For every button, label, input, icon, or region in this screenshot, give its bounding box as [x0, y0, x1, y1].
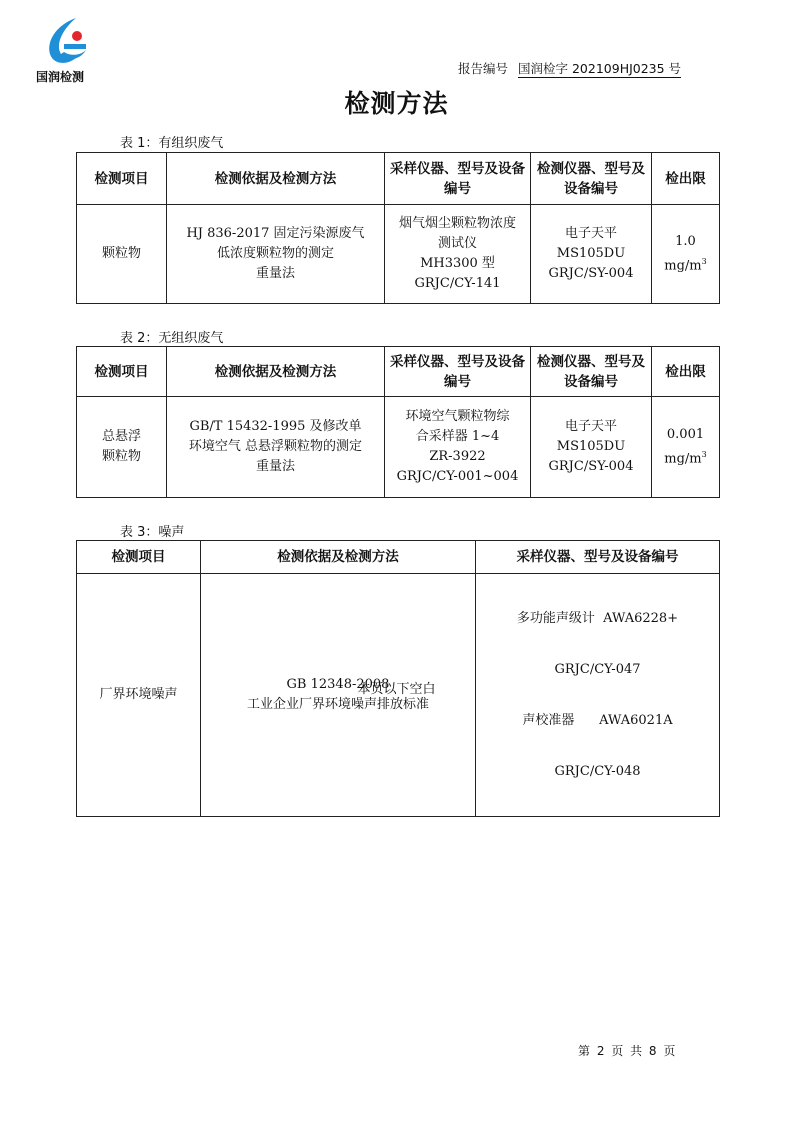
logo-icon [36, 16, 100, 68]
instrument-line: 电子天平 [564, 419, 617, 434]
method-line: 重量法 [255, 266, 295, 281]
sampling-line: MH3300 型 [420, 256, 495, 271]
instrument-line: MS105DU [556, 246, 626, 261]
header-cell: 检测依据及检测方法 [167, 347, 385, 397]
header-cell: 采样仪器、型号及设备编号 [385, 153, 531, 205]
sampling-line: 多功能声级计 AWA6228+ [516, 611, 679, 626]
method-line: 环境空气 总悬浮颗粒物的测定 [188, 439, 363, 454]
method-line: GB/T 15432-1995 及修改单 [189, 419, 362, 434]
header-cell: 采样仪器、型号及设备编号 [385, 347, 531, 397]
cell-item: 厂界环境噪声 [77, 574, 201, 817]
sampling-line: GRJC/CY-001~004 [396, 469, 519, 484]
table-fugitive-exhaust [76, 346, 720, 498]
report-number-value: 国润检字 202109HJ0235 号 [518, 61, 682, 76]
instrument-line: 电子天平 [564, 226, 617, 241]
sampling-line: GRJC/CY-141 [414, 276, 501, 291]
method-line: HJ 836-2017 固定污染源废气 [186, 226, 365, 241]
table-row [77, 397, 720, 498]
table-header-row [77, 541, 720, 574]
cell-sampling-instrument [385, 205, 531, 304]
header-cell: 检测仪器、型号及设备编号 [531, 153, 652, 205]
instrument-line: GRJC/SY-004 [548, 459, 634, 474]
header-cell: 检出限 [652, 153, 720, 205]
item-line: 总悬浮 [101, 429, 141, 444]
report-number [458, 59, 681, 77]
limit-exponent: 3 [701, 256, 707, 266]
page-title: 检测方法 [344, 89, 449, 118]
header-cell: 检测项目 [77, 541, 201, 574]
item-line: 颗粒物 [101, 449, 141, 464]
header-cell: 检出限 [652, 347, 720, 397]
header-cell: 检测项目 [77, 153, 167, 205]
sampling-line: GRJC/CY-048 [554, 764, 641, 779]
table-header-row [77, 153, 720, 205]
limit-unit: mg/m [664, 258, 702, 274]
instrument-line: MS105DU [556, 439, 626, 454]
cell-sampling-instrument [385, 397, 531, 498]
limit-value: 1.0 [675, 233, 696, 249]
limit-unit: mg/m [664, 451, 702, 467]
limit-exponent: 3 [701, 449, 707, 459]
logo-text: 国润检测 [36, 70, 85, 84]
report-number-label: 报告编号 [458, 61, 509, 76]
sampling-line: ZR-3922 [429, 449, 486, 464]
method-line: GB 12348-2008 [286, 677, 390, 692]
sampling-line: 测试仪 [437, 236, 477, 251]
cell-detection-limit [652, 205, 720, 304]
header-cell: 检测依据及检测方法 [201, 541, 476, 574]
header-cell: 检测项目 [77, 347, 167, 397]
limit-value: 0.001 [666, 426, 705, 442]
cell-method [167, 205, 385, 304]
cell-detection-limit [652, 397, 720, 498]
sampling-line: GRJC/CY-047 [554, 662, 641, 677]
method-line: 工业企业厂界环境噪声排放标准 [246, 697, 429, 712]
method-line: 低浓度颗粒物的测定 [216, 246, 334, 261]
sampling-line: 环境空气颗粒物综 [405, 409, 510, 424]
table-header-row [77, 347, 720, 397]
instrument-line: GRJC/SY-004 [548, 266, 634, 281]
header-cell: 采样仪器、型号及设备编号 [476, 541, 720, 574]
blank-below-note: 本页以下空白 [357, 682, 436, 697]
cell-item [77, 397, 167, 498]
sampling-line: 烟气烟尘颗粒物浓度 [398, 216, 516, 231]
method-line: 重量法 [255, 459, 295, 474]
sampling-line: 合采样器 1~4 [415, 429, 500, 444]
cell-item: 颗粒物 [77, 205, 167, 304]
table-2-caption: 表 2：无组织废气 [120, 331, 224, 346]
table-3-caption: 表 3：噪声 [120, 525, 185, 540]
header-cell: 检测依据及检测方法 [167, 153, 385, 205]
cell-test-instrument [531, 397, 652, 498]
cell-method [167, 397, 385, 498]
table-1-caption: 表 1：有组织废气 [120, 136, 224, 151]
cell-test-instrument [531, 205, 652, 304]
sampling-line: 声校准器 AWA6021A [522, 713, 673, 728]
page-number: 第 2 页 共 8 页 [578, 1044, 676, 1058]
table-organized-exhaust [76, 152, 720, 304]
table-row [77, 205, 720, 304]
header-cell: 检测仪器、型号及设备编号 [531, 347, 652, 397]
